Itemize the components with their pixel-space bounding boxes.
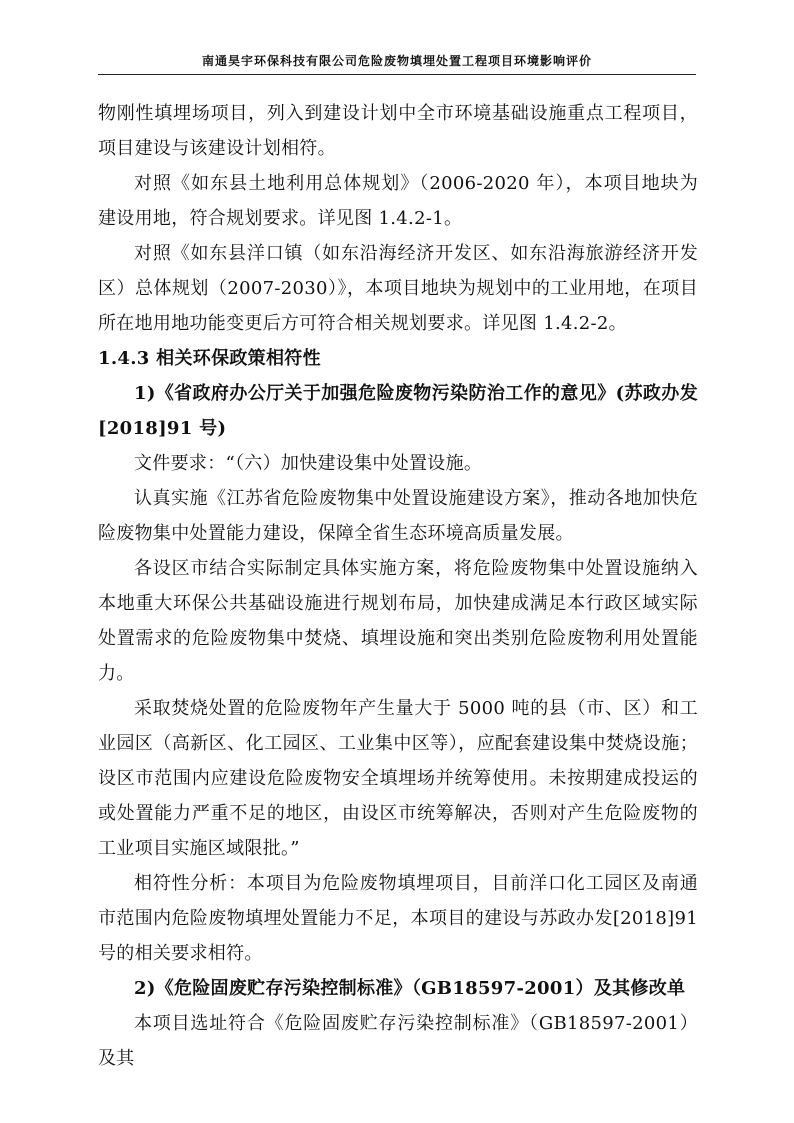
paragraph: 对照《如东县洋口镇（如东沿海经济开发区、如东沿海旅游经济开发区）总体规划（2007-2030）》，本项目地块为规划中的工业用地，在项目所在地用地功能变更后方可符合相关规划要求。详见图 1.4.2-2。	[98, 243, 698, 334]
paragraph: 对照《如东县土地利用总体规划》（2006-2020 年），本项目地块为建设用地，符合规划要求。详见图 1.4.2-1。	[98, 173, 698, 229]
paragraph: 采取焚烧处置的危险废物年产生量大于 5000 吨的县（市、区）和工业园区（高新区、化工园区、工业集中区等），应配套建设集中焚烧设施；设区市范围内应建设危险废物安全填埋场并统筹使用。未按期建成投运的或处置能力严重不足的地区，由设区市统筹解决，否则对产生危险废物的工业项目实施区域限批。”	[98, 698, 698, 859]
page-header	[98, 52, 696, 75]
paragraph: 本项目选址符合《危险固废贮存污染控制标准》（GB18597-2001）及其	[98, 1013, 698, 1069]
subsection-heading: 1)《省政府办公厅关于加强危险废物污染防治工作的意见》(苏政办发[2018]91 号)	[98, 383, 698, 439]
header-title: 南通昊宇环保科技有限公司危险废物填埋处置工程项目环境影响评价	[201, 54, 592, 68]
paragraph: 相符性分析：本项目为危险废物填埋项目，目前洋口化工园区及南通市范围内危险废物填埋处置能力不足，本项目的建设与苏政办发[2018]91号的相关要求相符。	[98, 873, 698, 964]
paragraph: 文件要求：“（六）加快建设集中处置设施。	[134, 453, 483, 474]
paragraph: 认真实施《江苏省危险废物集中处置设施建设方案》，推动各地加快危险废物集中处置能力建设，保障全省生态环境高质量发展。	[98, 488, 698, 544]
paragraph: 各设区市结合实际制定具体实施方案，将危险废物集中处置设施纳入本地重大环保公共基础设施进行规划布局，加快建成满足本行政区域实际处置需求的危险废物集中焚烧、填埋设施和突出类别危险废物利用处置能力。	[98, 558, 698, 684]
section-heading: 1.4.3 相关环保政策相符性	[98, 348, 321, 369]
subsection-heading: 2)《危险固废贮存污染控制标准》（GB18597-2001）及其修改单	[134, 978, 686, 999]
document-body	[98, 96, 698, 1076]
paragraph: 物刚性填埋场项目，列入到建设计划中全市环境基础设施重点工程项目，项目建设与该建设计划相符。	[98, 103, 698, 159]
